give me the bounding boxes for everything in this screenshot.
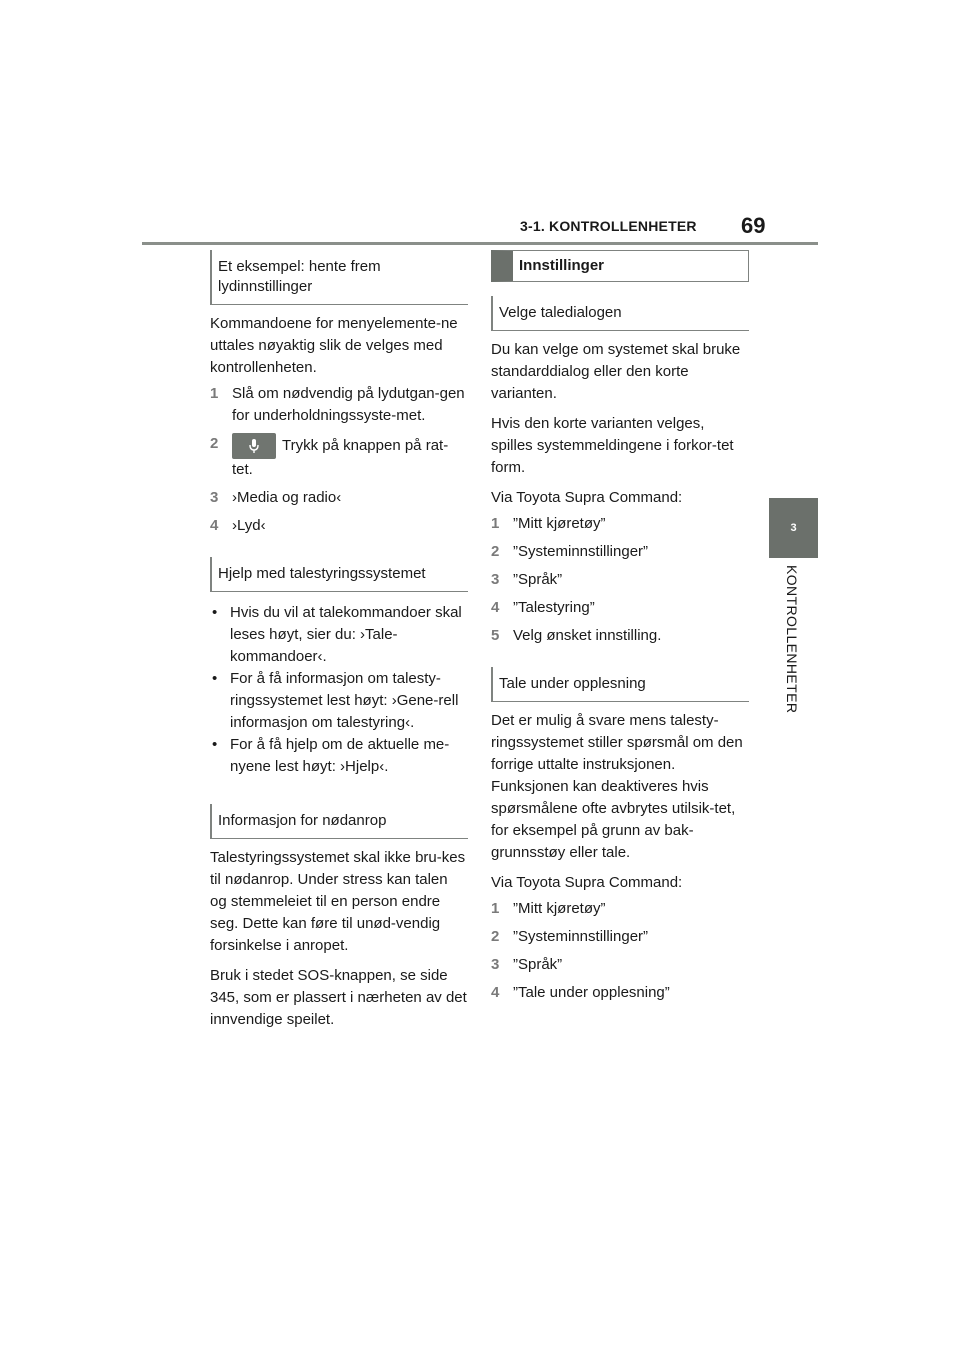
header-divider xyxy=(142,242,818,245)
step-text: ”Systeminnstillinger” xyxy=(513,543,649,560)
bullet-text: For å få hjelp om de aktuelle me-nyene lest høyt: ›Hjelp‹. xyxy=(230,736,450,775)
right-column xyxy=(491,250,749,1010)
microphone-icon xyxy=(248,438,260,454)
speech-paragraph: Det er mulig å svare mens talesty-ringssystemet stiller spørsmål om den forrige uttalte instruksjonen. Funksjonen kan deaktiveres hvis spørsmålene ofte avbrytes utilsik-tet, for eksempel på grunn av bak-grunnsstøy eller tale. xyxy=(491,712,743,861)
step-text: ›Lyd‹ xyxy=(232,517,266,534)
step-text: Trykk på knappen på rat-tet. xyxy=(232,436,449,478)
step-item xyxy=(210,433,468,481)
left-column xyxy=(210,250,468,1035)
step-number: 3 xyxy=(491,956,500,973)
speech-steps xyxy=(491,898,749,1004)
step-number: 1 xyxy=(210,385,219,402)
section-title: 3-1. KONTROLLENHETER xyxy=(520,218,697,234)
step-text: Velg ønsket innstilling. xyxy=(513,627,662,644)
dialog-paragraph: Du kan velge om systemet skal bruke standarddialog eller den korte varianten. xyxy=(491,341,741,402)
bullet-text: For å få informasjon om talesty-ringssystemet lest høyt: ›Gene-rell informasjon om talestyring‹. xyxy=(230,670,459,731)
via-command-paragraph: Via Toyota Supra Command: xyxy=(491,489,683,506)
step-number: 2 xyxy=(491,543,500,560)
step-number: 2 xyxy=(210,435,219,452)
chapter-side-label: KONTROLLENHETER xyxy=(784,565,800,714)
step-item xyxy=(210,515,468,537)
speech-heading: Tale under opplesning xyxy=(491,667,749,702)
step-item xyxy=(491,982,749,1004)
step-item xyxy=(491,926,749,948)
example-steps xyxy=(210,383,468,537)
step-item xyxy=(491,541,749,563)
step-item xyxy=(491,954,749,976)
bullet-item: • For å få informasjon om talesty-ringssystemet lest høyt: ›Gene-rell informasjon om talestyring‹. xyxy=(210,668,468,734)
step-item xyxy=(491,597,749,619)
step-text: ”Systeminnstillinger” xyxy=(513,928,649,945)
page-number: 69 xyxy=(741,213,766,238)
step-number: 4 xyxy=(491,599,500,616)
step-number: 1 xyxy=(491,900,500,917)
emergency-paragraph: Talestyringssystemet skal ikke bru-kes til nødanrop. Under stress kan talen og stemmeleiet til en person endre seg. Dette kan føre til unød-vendig forsinkelse i anropet. xyxy=(210,849,466,954)
step-text: ”Språk” xyxy=(513,571,563,588)
voice-button-icon xyxy=(232,433,276,459)
step-item xyxy=(491,898,749,920)
step-number: 2 xyxy=(491,928,500,945)
step-number: 5 xyxy=(491,627,500,644)
step-number: 3 xyxy=(491,571,500,588)
example-heading: Et eksempel: hente frem lydinnstillinger xyxy=(210,250,468,305)
step-text: ”Språk” xyxy=(513,956,563,973)
step-item xyxy=(491,513,749,535)
step-text: ”Mitt kjøretøy” xyxy=(513,515,606,532)
bullet-item: • Hvis du vil at talekommandoer skal leses høyt, sier du: ›Tale-kommandoer‹. xyxy=(210,602,468,668)
step-text: Slå om nødvendig på lydutgan-gen for underholdningssyste-met. xyxy=(232,385,465,424)
dialog-steps xyxy=(491,513,749,647)
step-item xyxy=(491,625,749,647)
bullet-text: Hvis du vil at talekommandoer skal leses høyt, sier du: ›Tale-kommandoer‹. xyxy=(230,604,462,665)
sos-paragraph: Bruk i stedet SOS-knappen, se side 345, som er plassert i nærheten av det innvendige speilet. xyxy=(210,967,467,1028)
help-heading: Hjelp med talestyringssystemet xyxy=(210,557,468,592)
step-item xyxy=(210,487,468,509)
step-number: 1 xyxy=(491,515,500,532)
step-item xyxy=(210,383,468,427)
help-bullets xyxy=(210,602,468,778)
emergency-heading: Informasjon for nødanrop xyxy=(210,804,468,839)
dialog-heading: Velge taledialogen xyxy=(491,296,749,331)
settings-heading: Innstillinger xyxy=(491,250,749,282)
commands-paragraph: Kommandoene for menyelemente-ne uttales nøyaktig slik de velges med kontrollenheten. xyxy=(210,315,458,376)
step-number: 4 xyxy=(491,984,500,1001)
bullet-item: • For å få hjelp om de aktuelle me-nyene lest høyt: ›Hjelp‹. xyxy=(210,734,468,778)
step-text: ›Media og radio‹ xyxy=(232,489,342,506)
step-text: ”Tale under opplesning” xyxy=(513,984,670,1001)
step-text: ”Talestyring” xyxy=(513,599,595,616)
step-text: ”Mitt kjøretøy” xyxy=(513,900,606,917)
step-number: 3 xyxy=(210,489,219,506)
step-number: 4 xyxy=(210,517,219,534)
step-item xyxy=(491,569,749,591)
chapter-tab: 3 xyxy=(769,498,818,558)
short-variant-paragraph: Hvis den korte varianten velges, spilles systemmeldingene i forkor-tet form. xyxy=(491,415,734,476)
via-command-paragraph-2: Via Toyota Supra Command: xyxy=(491,874,683,891)
